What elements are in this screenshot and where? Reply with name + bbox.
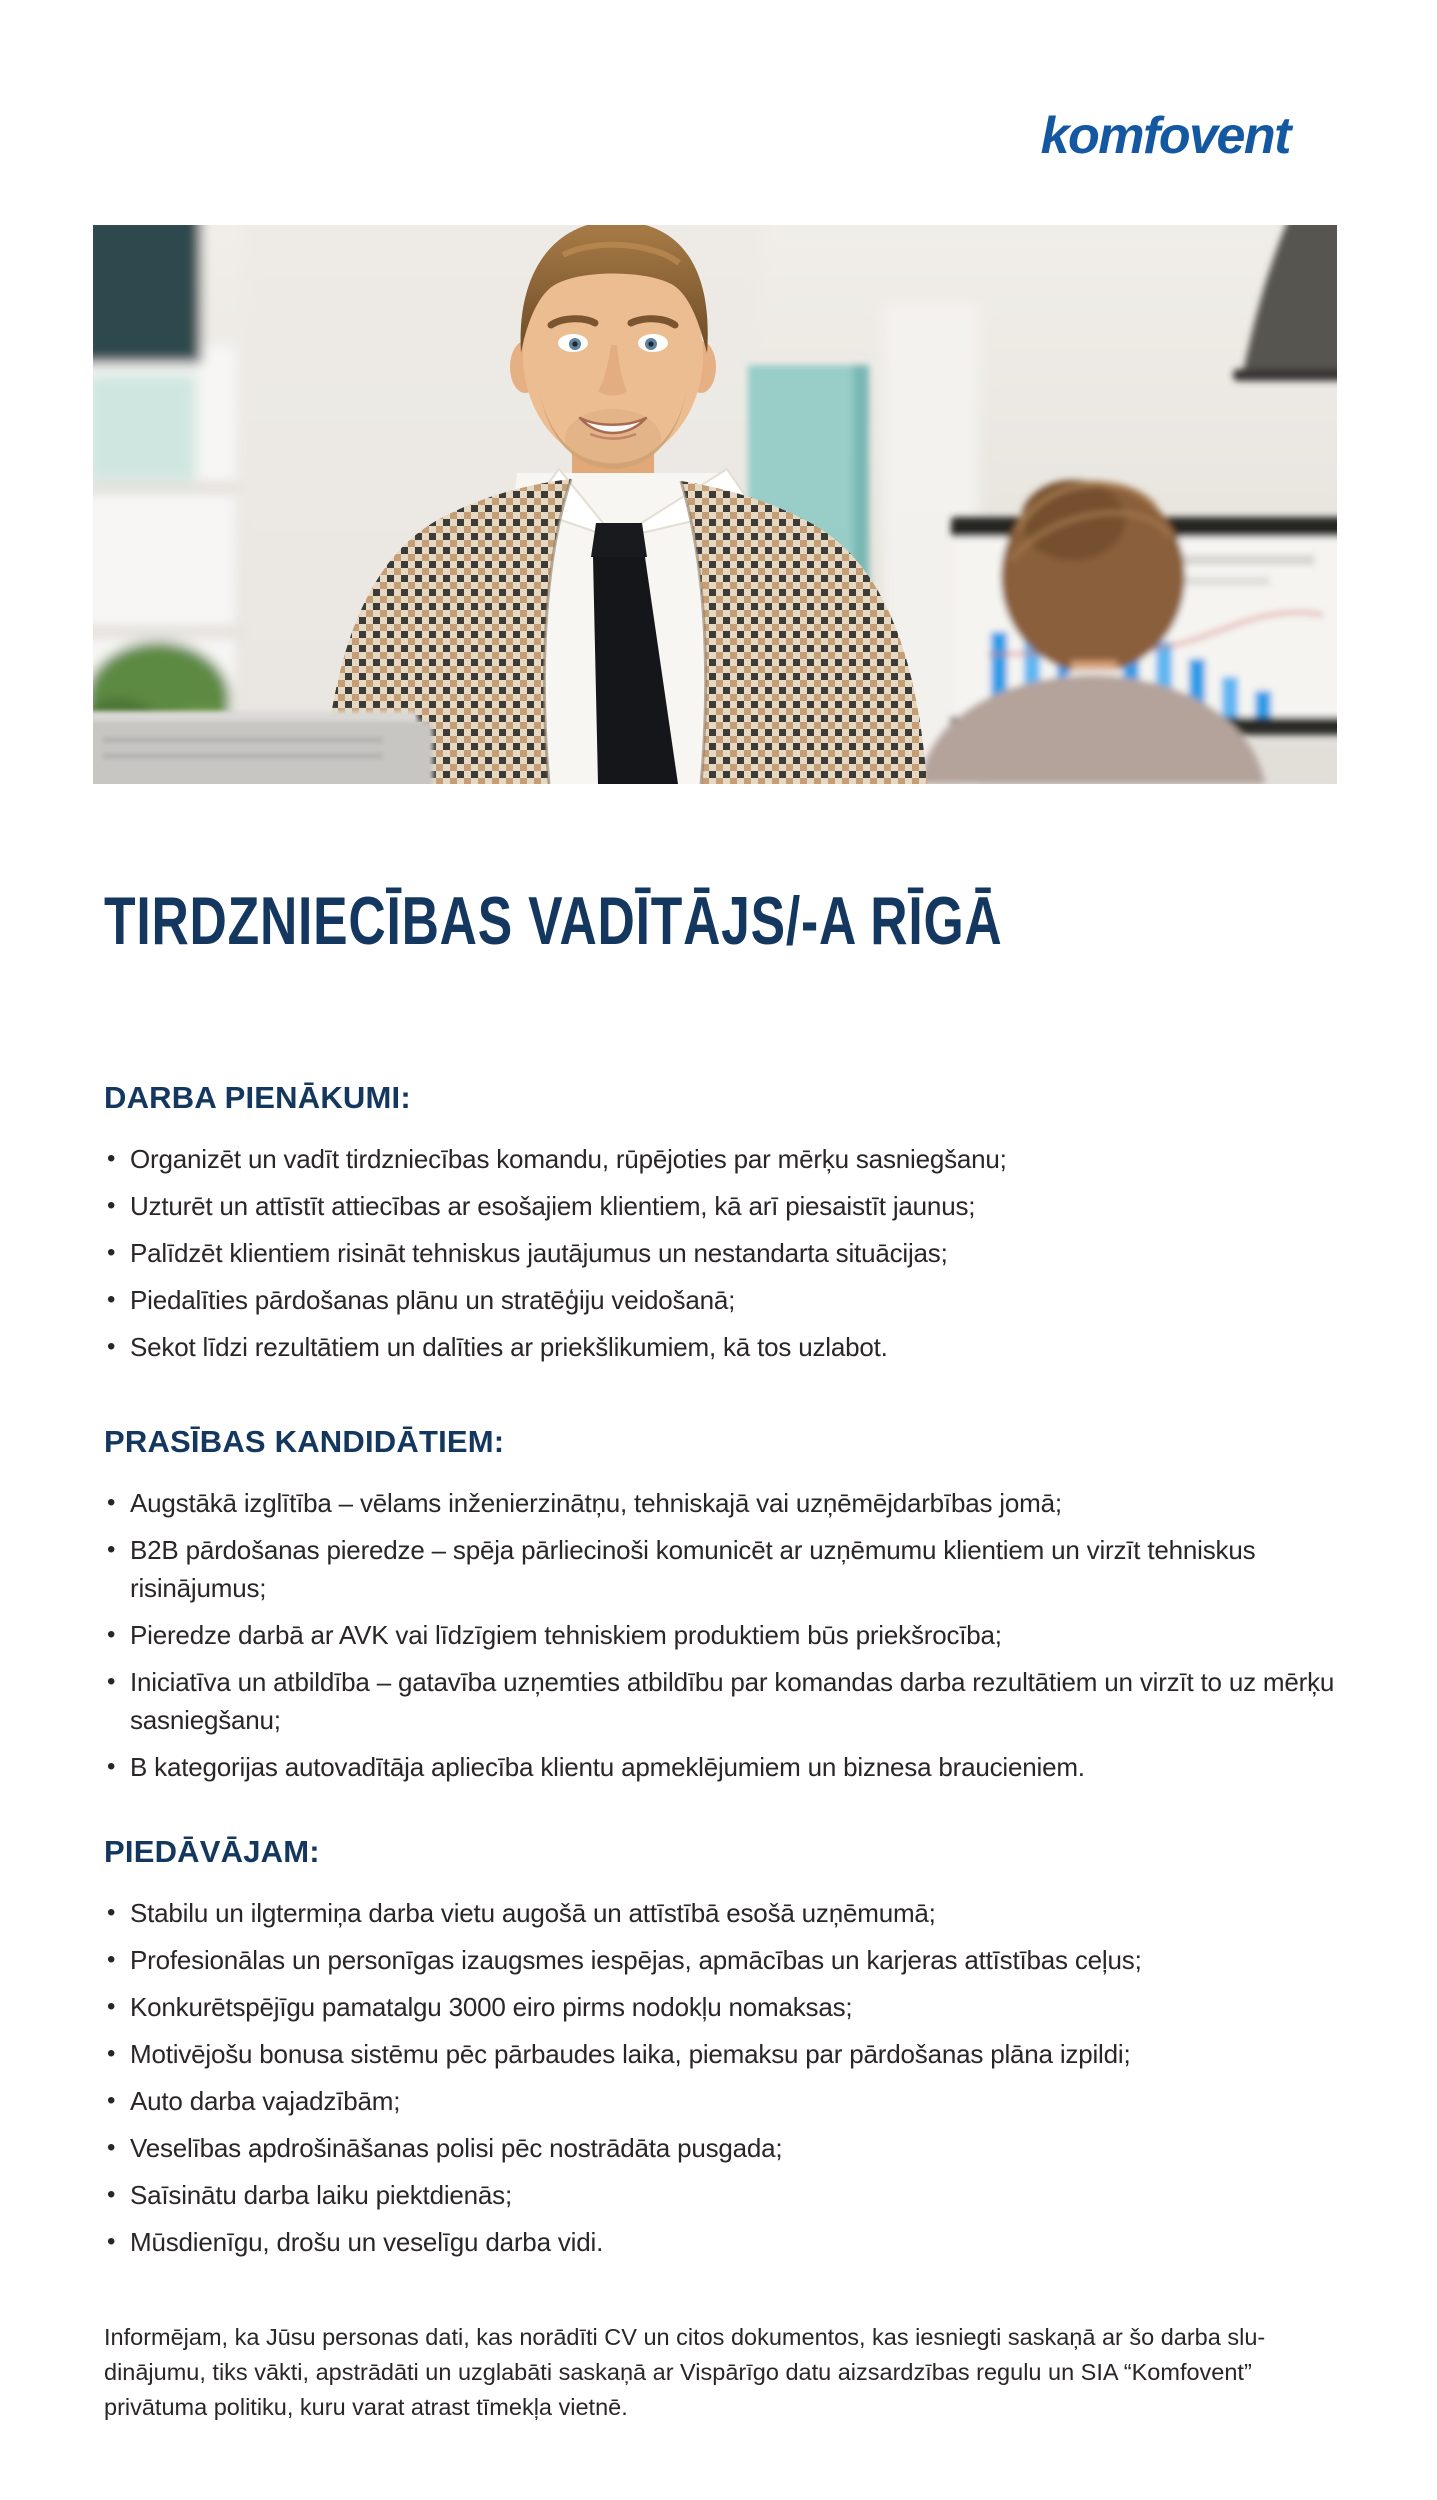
list-item: • Sekot līdzi rezultātiem un dalīties ar priekšlikumiem, kā tos uzlabot.: [104, 1328, 1366, 1366]
list-item: • Veselības apdrošināšanas polisi pēc nostrādāta pusgada;: [104, 2129, 1366, 2167]
section-piedavajam: [104, 1834, 1366, 2261]
list-item: • Saīsinātu darba laiku piektdienās;: [104, 2176, 1366, 2214]
page-title: TIRDZNIECĪBAS VADĪTĀJS/-A RĪGĀ: [104, 883, 1003, 959]
office-photo-illustration: [93, 225, 1337, 784]
list-item: • Organizēt un vadīt tirdzniecības komandu, rūpējoties par mērķu sasniegšanu;: [104, 1140, 1366, 1178]
komfovent-logo: komfovent: [1040, 107, 1290, 165]
list-item: • Pieredze darbā ar AVK vai līdzīgiem tehniskiem produktiem būs priekšrocība;: [104, 1616, 1366, 1654]
list-item: • Profesionālas un personīgas izaugsmes iespējas, apmācības un karjeras attīstības ceļus;: [104, 1941, 1366, 1979]
bullet-list: [104, 1894, 1366, 2261]
office-photo: [93, 225, 1337, 784]
section-prasibas-kandidatiem: [104, 1424, 1366, 1786]
privacy-note-line: privātuma politiku, kuru varat atrast tīmekļa vietnē.: [104, 2394, 628, 2420]
list-item: • B2B pārdošanas pieredze – spēja pārliecinoši komunicēt ar uzņēmumu klientiem un virzīt tehniskus risinājumus;: [104, 1531, 1366, 1607]
laptop: [93, 711, 433, 784]
job-ad-content: [104, 1080, 1366, 2270]
section-darba-pienakumi: [104, 1080, 1366, 1366]
bullet-list: [104, 1140, 1366, 1366]
list-item: • Uzturēt un attīstīt attiecības ar esošajiem klientiem, kā arī piesaistīt jaunus;: [104, 1187, 1366, 1225]
list-item: • Motivējošu bonusa sistēmu pēc pārbaudes laika, piemaksu par pārdošanas plāna izpildi;: [104, 2035, 1366, 2073]
list-item: • Piedalīties pārdošanas plānu un stratēģiju veidošanā;: [104, 1281, 1366, 1319]
list-item: • Konkurētspējīgu pamatalgu 3000 eiro pirms nodokļu nomaksas;: [104, 1988, 1366, 2026]
list-item: • Stabilu un ilgtermiņa darba vietu augošā un attīstībā esošā uzņēmumā;: [104, 1894, 1366, 1932]
list-item: • Palīdzēt klientiem risināt tehniskus jautājumus un nestandarta situācijas;: [104, 1234, 1366, 1272]
list-item: • Iniciatīva un atbildība – gatavība uzņemties atbildību par komandas darba rezultātiem un virzīt to uz mērķu sasniegšanu;: [104, 1663, 1366, 1739]
bullet-list: [104, 1484, 1366, 1786]
list-item: • B kategorijas autovadītāja apliecība klientu apmeklējumiem un biznesa braucieniem.: [104, 1748, 1366, 1786]
list-item: • Auto darba vajadzībām;: [104, 2082, 1366, 2120]
section-heading: DARBA PIENĀKUMI:: [104, 1080, 411, 1115]
section-heading: PIEDĀVĀJAM:: [104, 1834, 320, 1869]
privacy-note-line: dinājumu, tiks vākti, apstrādāti un uzglabāti saskaņā ar Vispārīgo datu aizsardzības regulu un SIA “Komfovent”: [104, 2359, 1252, 2385]
privacy-note-line: Informējam, ka Jūsu personas dati, kas norādīti CV un citos dokumentos, kas iesniegti saskaņā ar šo darba slu-: [104, 2324, 1266, 2350]
list-item: • Augstākā izglītība – vēlams inženierzinātņu, tehniskajā vai uzņēmējdarbības jomā;: [104, 1484, 1366, 1522]
section-heading: PRASĪBAS KANDIDĀTIEM:: [104, 1424, 505, 1459]
list-item: • Mūsdienīgu, drošu un veselīgu darba vidi.: [104, 2223, 1366, 2261]
privacy-note: [104, 2320, 1384, 2425]
